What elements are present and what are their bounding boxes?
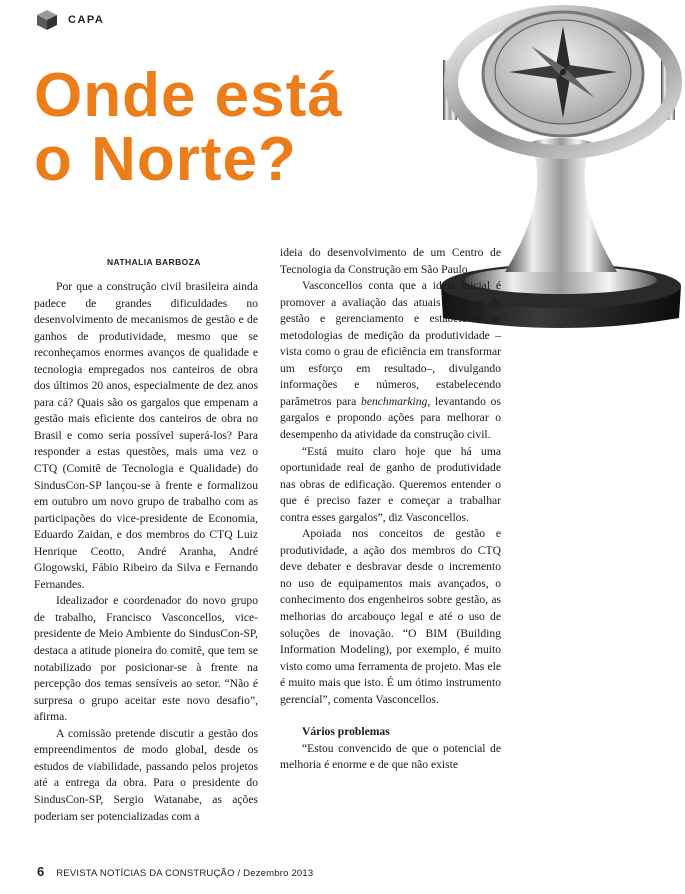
paragraph: “Estou convencido de que o potencial de melhoria é enorme e de que não existe [280,741,501,772]
body-column-left [34,279,258,825]
subheading: Vários problemas [302,725,390,739]
paragraph: Apoiada nos conceitos de gestão e produtividade, a ação dos membros do CTQ deve debater e desbravar desde o incremento no uso de equipamentos mais avançados, o conhecimento dos engenheiros sobre gestão, as melhorias do arcabouço legal e até o uso de soluções de inovação. “O BIM (Building Information Modeling), por exemplo, é muito visto como uma ferramenta de projeto. Mas ele é muito mais que isto. É um ótimo instrumento gerencial”, comenta Vasconcellos. [280,527,501,706]
section-header [36,9,104,31]
paragraph: Idealizador e coordenador do novo grupo de trabalho, Francisco Vasconcellos, vice-presidente de Meio Ambiente do SindusCon-SP, destaca a atitude pioneira do comitê, que tem se notabilizado por posicionar-se à frente na percepção dos temas sensíveis ao setor. “Não é surpresa o grupo aceitar este novo desafio”, afirma. [34,594,258,724]
author-byline: NATHALIA BARBOZA [107,257,201,267]
emphasis-term: benchmarking [361,394,428,408]
article-title [34,61,343,194]
paragraph-text: , levantando os gargalos e propondo ações para melhorar o desempenho da atividade da construção civil. [280,394,501,442]
section-label: CAPA [68,14,105,26]
page-footer [37,864,313,879]
body-column-right [280,245,501,774]
page-number: 6 [37,864,45,879]
paragraph: A comissão pretende discutir a gestão dos empreendimentos de modo global, desde os estudos de viabilidade, passando pelos projetos até a entrega da obra. Para o presidente do SindusCon-SP, Sergio Watanabe, as ações poderiam ser potencializadas com a [34,726,258,823]
title-line-2: o Norte? [34,125,297,194]
paragraph: “Está muito claro hoje que há uma oportunidade real de ganho de produtividade nas obras de edificação. Queremos entender o que é preciso fazer e começar a trabalhar contra esses gargalos”, diz Vasconcellos. [280,444,501,524]
paragraph: Por que a construção civil brasileira ainda padece de grandes dificuldades no desenvolvimento de mecanismos de gestão e de ganhos de produtividade, mesmo que se reconheçamos enormes avanços de qualidade e tecnologia empregados nos canteiros de obra dos últimos 20 anos, especialmente de dez anos para cá? Quais são os gargalos que empenam a gestão mais eficiente dos canteiros de obra no Brasil e como seria possível superá-los? Para responder a estas questões, mais uma vez o CTQ (Comitê de Tecnologia e Qualidade) do SindusCon-SP lançou-se à frente e formalizou em outubro um novo grupo de trabalho com as participações do vice-presidente de Economia, Eduardo Zaidan, e dos membros do CTQ Luiz Henrique Ceotto, André Aranha, André Glogowski, Fábio Ribeiro da Silva e Fernando Fernandes. [34,280,258,591]
paragraph: ideia do desenvolvimento de um Centro de Tecnologia da Construção em São Paulo. [280,246,501,276]
paragraph [280,278,501,443]
title-line-1: Onde está [34,61,343,130]
cube-icon [36,9,58,31]
paragraph-text: Vasconcellos conta que a ideia inicial é promover a avaliação das atuais técnicas de gestão e gerenciamento e estabelecer as metodologias de medição da produtividade –vista como o grau de eficiência em transformar um esforço em resultado–, divulgando informações e números, estabelecendo parâmetros para [280,279,501,408]
publication-line: REVISTA NOTÍCIAS DA CONSTRUÇÃO / Dezembro 2013 [56,868,314,879]
